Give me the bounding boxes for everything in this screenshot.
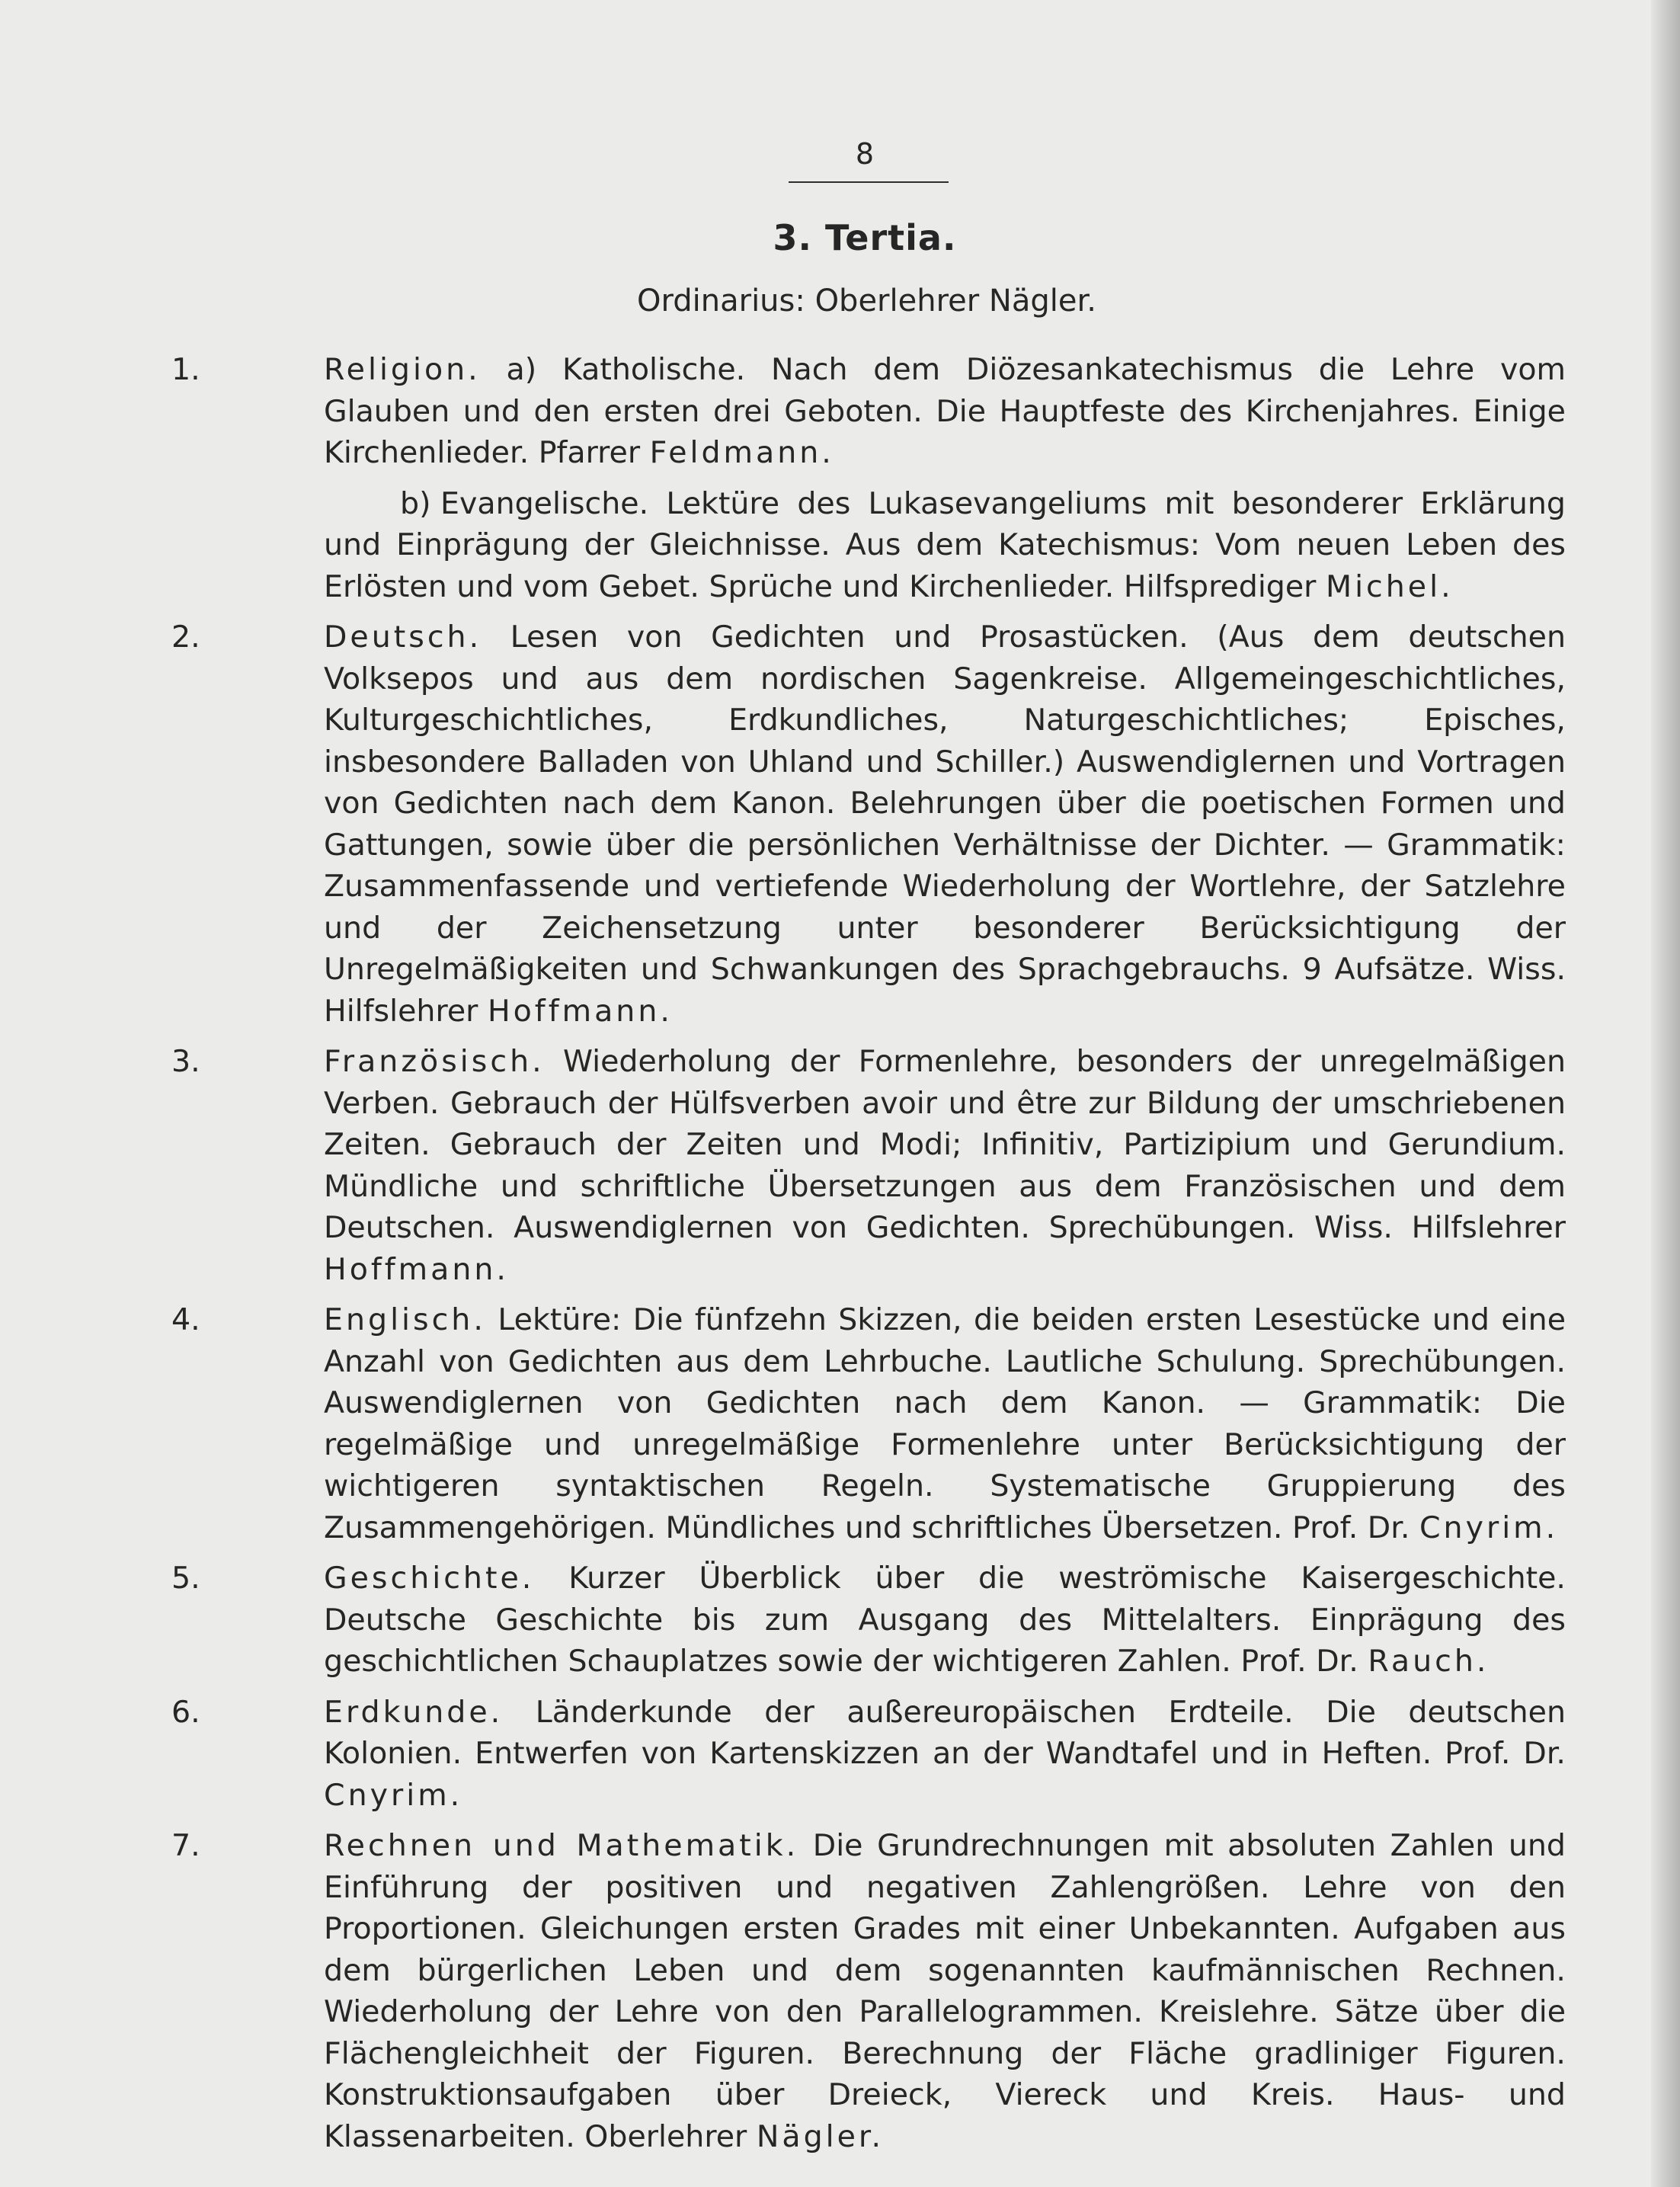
subject-name: Religion. — [324, 352, 481, 387]
teacher-name: Hoffmann. — [324, 1251, 509, 1287]
subject-text: a) Katholische. Nach dem Diözesankatechismus die Lehre vom Glauben und den ersten drei Geboten. Die Hauptfeste des Kirchenjahres. Einige Kirchenlieder. Pfarrer — [324, 352, 1566, 470]
subject-name: Deutsch. — [324, 620, 482, 655]
page-number-rule — [789, 181, 949, 183]
teacher-name: Nägler. — [756, 2118, 885, 2154]
teacher-name: Hoffmann. — [487, 993, 673, 1029]
teacher-name: Rauch. — [1368, 1644, 1490, 1679]
subject-name: Rechnen und Mathematik. — [324, 1828, 799, 1863]
subject-name: Französisch. — [324, 1044, 545, 1079]
subject-number: 7. — [171, 1828, 200, 1863]
page-edge-shadow — [1651, 0, 1680, 2187]
subject-name: Englisch. — [324, 1302, 486, 1337]
subject-text: Lektüre des Lukasevangeliums mit besonderer Erklärung und Einprägung der Gleichnisse. Aus dem Katechismus: Vom neuen Leben des Erlösten und vom Gebet. Sprüche und Kirchenlieder. Hilfsprediger — [324, 485, 1566, 604]
subject-name: Erdkunde. — [324, 1694, 504, 1730]
subject-name: Geschichte. — [324, 1561, 535, 1596]
subject-item-religion-evangelisch — [171, 483, 1566, 608]
subject-number: 2. — [171, 620, 200, 655]
subject-text: Länderkunde der außereuropäischen Erdteile. Die deutschen Kolonien. Entwerfen von Kartenskizzen an der Wandtafel und in Heften. Prof. Dr. — [324, 1694, 1566, 1771]
teacher-name: Cnyrim. — [1419, 1510, 1559, 1545]
page-number: 8 — [855, 137, 875, 171]
subject-number: 6. — [171, 1694, 200, 1730]
teacher-name: Cnyrim. — [324, 1777, 463, 1813]
subject-number: 1. — [171, 352, 200, 387]
subject-item-mathematik — [171, 1825, 1566, 2157]
subject-item-religion — [171, 349, 1566, 474]
ordinarius-line: Ordinarius: Oberlehrer Nägler. — [637, 283, 1096, 319]
subject-item-deutsch — [171, 616, 1566, 1032]
subject-text: Wiederholung der Formenlehre, besonders der unregelmäßigen Verben. Gebrauch der Hülfsverben avoir und être zur Bildung der umschriebenen Zeiten. Gebrauch der Zeiten und Modi; Infinitiv, Partizipium und Gerundium. Mündliche und schriftliche Übersetzungen aus dem Französischen und dem Deutschen. Auswendiglernen von Gedichten. Sprechübungen. Wiss. Hilfslehrer — [324, 1044, 1566, 1245]
subject-text: Die Grundrechnungen mit absoluten Zahlen und Einführung der positiven und negativen Zahlengrößen. Lehre von den Proportionen. Gleichungen ersten Grades mit einer Unbekannten. Aufgaben aus dem bürgerlichen Leben und dem sogenannten kaufmännischen Rechnen. Wiederholung der Lehre von den Parallelogrammen. Kreislehre. Sätze über die Flächengleichheit der Figuren. Berechnung der Fläche gradliniger Figuren. Konstruktionsaufgaben über Dreieck, Viereck und Kreis. Haus- und Klassenarbeiten. Oberlehrer — [324, 1828, 1566, 2154]
subject-list — [171, 349, 1566, 2166]
section-title: 3. Tertia. — [773, 217, 957, 258]
subject-item-erdkunde — [171, 1692, 1566, 1817]
subject-text: Lesen von Gedichten und Prosastücken. (Aus dem deutschen Volksepos und aus dem nordischen Sagenkreise. Allgemeingeschichtliches, Kulturgeschichtliches, Erdkundliches, Naturgeschichtliches; Episches, insbesondere Balladen von Uhland und Schiller.) Auswendiglernen und Vortragen von Gedichten nach dem Kanon. Belehrungen über die poetischen Formen und Gattungen, sowie über die persönlichen Verhältnisse der Dichter. — Grammatik: Zusammenfassende und vertiefende Wiederholung der Wortlehre, der Satzlehre und der Zeichensetzung unter besonderer Berücksichtigung der Unregelmäßigkeiten und Schwankungen des Sprachgebrauchs. 9 Aufsätze. Wiss. Hilfslehrer — [324, 620, 1566, 1029]
subject-item-geschichte — [171, 1558, 1566, 1683]
subject-text: Lektüre: Die fünfzehn Skizzen, die beiden ersten Lesestücke und eine Anzahl von Gedichten aus dem Lehrbuche. Lautliche Schulung. Sprechübungen. Auswendiglernen von Gedichten nach dem Kanon. — Grammatik: Die regelmäßige und unregelmäßige Formenlehre unter Berücksichtigung der wichtigeren syntaktischen Regeln. Systematische Gruppierung des Zusammengehörigen. Mündliches und schriftliches Übersetzen. Prof. Dr. — [324, 1302, 1566, 1545]
subject-subheading: b) Evangelische. — [400, 485, 649, 521]
subject-number: 5. — [171, 1561, 200, 1596]
subject-item-englisch — [171, 1299, 1566, 1548]
teacher-name: Feldmann. — [649, 435, 834, 470]
subject-item-franzoesisch — [171, 1041, 1566, 1290]
subject-number: 3. — [171, 1044, 200, 1079]
subject-number: 4. — [171, 1302, 200, 1337]
teacher-name: Michel. — [1325, 568, 1454, 604]
subject-text: Kurzer Überblick über die weströmische Kaisergeschichte. Deutsche Geschichte bis zum Ausgang des Mittelalters. Einprägung des geschichtlichen Schauplatzes sowie der wichtigeren Zahlen. Prof. Dr. — [324, 1561, 1566, 1679]
